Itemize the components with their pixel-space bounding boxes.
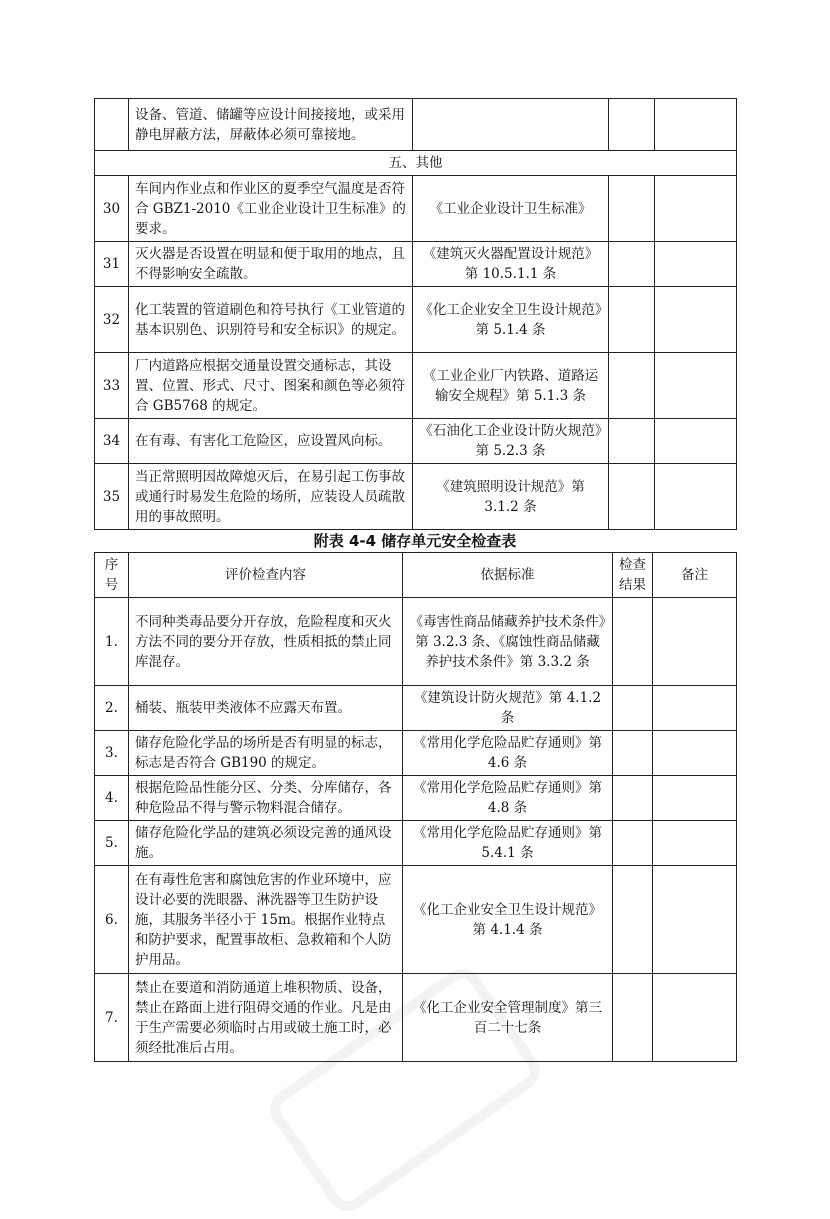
header-content: 评价检查内容 xyxy=(129,553,403,598)
check-content: 化工装置的管道刷色和符号执行《工业管道的基本识别色、识别符号和安全标识》的规定。 xyxy=(129,287,413,353)
table-row xyxy=(95,419,737,464)
remark-cell[interactable] xyxy=(653,598,737,686)
check-content: 灭火器是否设置在明显和便于取用的地点，且不得影响安全疏散。 xyxy=(129,242,413,287)
check-result-cell[interactable] xyxy=(609,242,655,287)
remark-cell[interactable] xyxy=(655,287,737,353)
standard-reference: 《常用化学危险品贮存通则》第 4.8 条 xyxy=(403,776,613,821)
standard-reference: 《化工企业安全管理制度》第三百二十七条 xyxy=(403,974,613,1062)
header-remark: 备注 xyxy=(653,553,737,598)
inspection-table-continued xyxy=(94,98,737,530)
remark-cell[interactable] xyxy=(653,776,737,821)
remark-cell[interactable] xyxy=(655,419,737,464)
standard-reference: 《化工企业安全卫生设计规范》第 4.1.4 条 xyxy=(403,866,613,974)
check-result-cell[interactable] xyxy=(613,598,653,686)
check-result-cell[interactable] xyxy=(609,99,655,151)
standard-reference: 《工业企业设计卫生标准》 xyxy=(413,176,609,242)
row-number: 32 xyxy=(95,287,129,353)
check-content: 储存危险化学品的场所是否有明显的标志，标志是否符合 GB190 的规定。 xyxy=(129,731,403,776)
remark-cell[interactable] xyxy=(653,686,737,731)
row-number xyxy=(95,99,129,151)
remark-cell[interactable] xyxy=(655,99,737,151)
row-number: 3. xyxy=(95,731,129,776)
check-content: 在有毒、有害化工危险区，应设置风向标。 xyxy=(129,419,413,464)
section-title: 五、其他 xyxy=(95,151,737,176)
check-content: 禁止在要道和消防通道上堆积物质、设备，禁止在路面上进行阻碍交通的作业。凡是由于生产需要必须临时占用或破土施工时，必须经批准后占用。 xyxy=(129,974,403,1062)
header-standard: 依据标准 xyxy=(403,553,613,598)
check-result-cell[interactable] xyxy=(613,776,653,821)
check-result-cell[interactable] xyxy=(613,974,653,1062)
row-number: 33 xyxy=(95,353,129,419)
standard-reference xyxy=(413,99,609,151)
remark-cell[interactable] xyxy=(653,866,737,974)
row-number: 35 xyxy=(95,464,129,530)
check-result-cell[interactable] xyxy=(613,866,653,974)
row-number: 31 xyxy=(95,242,129,287)
table-row xyxy=(95,242,737,287)
check-result-cell[interactable] xyxy=(613,821,653,866)
check-content: 桶装、瓶装甲类液体不应露天布置。 xyxy=(129,686,403,731)
remark-cell[interactable] xyxy=(653,974,737,1062)
header-number: 序号 xyxy=(95,553,129,598)
check-content: 在有毒性危害和腐蚀危害的作业环境中，应设计必要的洗眼器、淋洗器等卫生防护设施，其服务半径小于 15m。根据作业特点和防护要求，配置事故柜、急救箱和个人防护用品。 xyxy=(129,866,403,974)
check-result-cell[interactable] xyxy=(609,419,655,464)
row-number: 2. xyxy=(95,686,129,731)
standard-reference: 《建筑灭火器配置设计规范》第 10.5.1.1 条 xyxy=(413,242,609,287)
check-content: 储存危险化学品的建筑必须设完善的通风设施。 xyxy=(129,821,403,866)
check-content: 厂内道路应根据交通量设置交通标志，其设置、位置、形式、尺寸、图案和颜色等必须符合 GB5768 的规定。 xyxy=(129,353,413,419)
remark-cell[interactable] xyxy=(655,176,737,242)
check-content: 根据危险品性能分区、分类、分库储存，各种危险品不得与警示物料混合储存。 xyxy=(129,776,403,821)
remark-cell[interactable] xyxy=(655,353,737,419)
check-content: 车间内作业点和作业区的夏季空气温度是否符合 GBZ1-2010《工业企业设计卫生标准》的要求。 xyxy=(129,176,413,242)
check-result-cell[interactable] xyxy=(609,464,655,530)
section-header-row xyxy=(95,151,737,176)
remark-cell[interactable] xyxy=(653,821,737,866)
standard-reference: 《工业企业厂内铁路、道路运输安全规程》第 5.1.3 条 xyxy=(413,353,609,419)
table-caption: 附表 4-4 储存单元安全检查表 xyxy=(313,532,517,550)
standard-reference: 《常用化学危险品贮存通则》第 4.6 条 xyxy=(403,731,613,776)
check-content: 当正常照明因故障熄灭后，在易引起工伤事故或通行时易发生危险的场所，应装设人员疏散用的事故照明。 xyxy=(129,464,413,530)
standard-reference: 《化工企业安全卫生设计规范》第 5.1.4 条 xyxy=(413,287,609,353)
table-row xyxy=(95,866,737,974)
table-row xyxy=(95,821,737,866)
standard-reference: 《毒害性商品储藏养护技术条件》第 3.2.3 条、《腐蚀性商品储藏养护技术条件》第 3.3.2 条 xyxy=(403,598,613,686)
row-number: 1. xyxy=(95,598,129,686)
standard-reference: 《建筑照明设计规范》第 3.1.2 条 xyxy=(413,464,609,530)
table-row xyxy=(95,287,737,353)
table-row xyxy=(95,686,737,731)
check-result-cell[interactable] xyxy=(609,353,655,419)
table-row xyxy=(95,776,737,821)
row-number: 4. xyxy=(95,776,129,821)
table-row xyxy=(95,176,737,242)
remark-cell[interactable] xyxy=(653,731,737,776)
storage-unit-checklist-table xyxy=(94,552,737,1062)
row-number: 34 xyxy=(95,419,129,464)
table-row xyxy=(95,353,737,419)
check-result-cell[interactable] xyxy=(609,176,655,242)
row-number: 7. xyxy=(95,974,129,1062)
table-row xyxy=(95,731,737,776)
check-result-cell[interactable] xyxy=(613,731,653,776)
header-result: 检查结果 xyxy=(613,553,653,598)
table-row xyxy=(95,598,737,686)
check-content: 设备、管道、储罐等应设计间接接地，或采用静电屏蔽方法，屏蔽体必须可靠接地。 xyxy=(129,99,413,151)
row-number: 6. xyxy=(95,866,129,974)
check-result-cell[interactable] xyxy=(609,287,655,353)
check-content: 不同种类毒品要分开存放，危险程度和灭火方法不同的要分开存放，性质相抵的禁止同库混存。 xyxy=(129,598,403,686)
standard-reference: 《石油化工企业设计防火规范》第 5.2.3 条 xyxy=(413,419,609,464)
standard-reference: 《常用化学危险品贮存通则》第 5.4.1 条 xyxy=(403,821,613,866)
table-row xyxy=(95,99,737,151)
remark-cell[interactable] xyxy=(655,464,737,530)
remark-cell[interactable] xyxy=(655,242,737,287)
row-number: 30 xyxy=(95,176,129,242)
table-row xyxy=(95,464,737,530)
header-row xyxy=(95,553,737,598)
check-result-cell[interactable] xyxy=(613,686,653,731)
standard-reference: 《建筑设计防火规范》第 4.1.2 条 xyxy=(403,686,613,731)
row-number: 5. xyxy=(95,821,129,866)
